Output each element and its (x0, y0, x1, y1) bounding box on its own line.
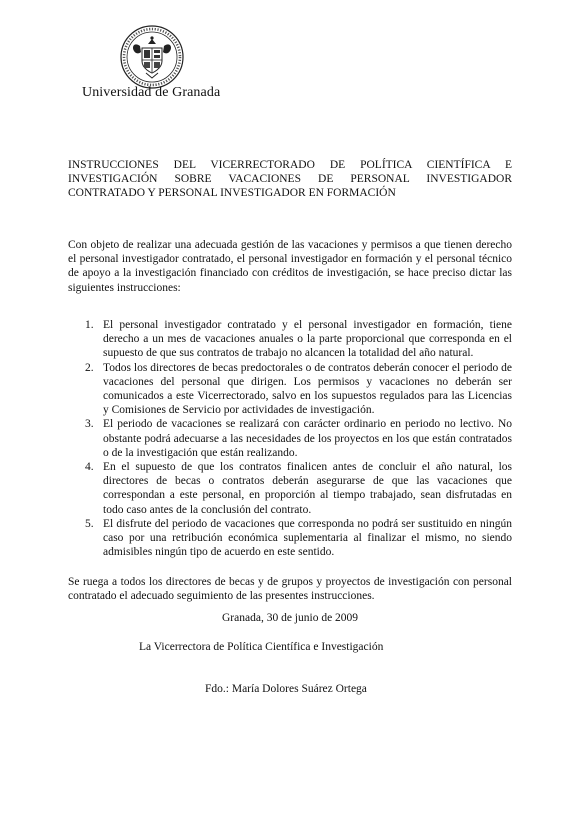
list-item (68, 460, 512, 517)
title-line: INSTRUCCIONES DEL VICERRECTORADO DE POLÍTICA CIENTÍFICA E (68, 159, 512, 171)
signature-line: Fdo.: María Dolores Suárez Ortega (205, 683, 367, 695)
list-item (68, 417, 512, 460)
list-item (68, 318, 512, 361)
university-name: Universidad de Granada (82, 85, 221, 100)
list-item (68, 361, 512, 418)
instructions-list (68, 318, 512, 559)
list-item-text: En el supuesto de que los contratos finalicen antes de concluir el año natural, los directores de becas o contratos deberán asegurarse de que las vacaciones que correspondan a este personal, en proporción al tiempo trabajado, sean disfrutadas en todo caso antes de la conclusión del contrato. (103, 461, 512, 516)
list-item-text: El periodo de vacaciones se realizará con carácter ordinario en periodo no lectivo. No obstante podrá adecuarse a las necesidades de los proyectos en los que están contratados o de la investigación que están realizando. (103, 418, 512, 459)
list-item-number: 2. (85, 361, 94, 374)
list-item-number: 4. (85, 461, 94, 474)
university-coat-of-arms-icon (119, 24, 185, 90)
title-line: CONTRATADO Y PERSONAL INVESTIGADOR EN FORMACIÓN (68, 187, 396, 199)
list-item-text: El personal investigador contratado y el personal investigador en formación, tiene derecho a un mes de vacaciones anuales o la parte proporcional que corresponda en el supuesto de que sus contratos de trabajo no alcancen la totalidad del año natural. (103, 319, 512, 360)
list-item-number: 5. (85, 517, 94, 530)
list-item-text: Todos los directores de becas predoctorales o de contratos deberán conocer el periodo de vacaciones del personal que dirigen. Los permisos y vacaciones no deberán ser comunicados a este Vicerrectorado, salvo en los supuestos regulados para las Licencias y Comisiones de Servicio por actividades de investigación. (103, 361, 512, 417)
title-line: INVESTIGACIÓN SOBRE VACACIONES DE PERSONAL INVESTIGADOR (68, 173, 512, 185)
list-item (68, 517, 512, 560)
list-item-number: 3. (85, 418, 94, 431)
document-title (68, 158, 512, 200)
list-item-text: El disfrute del periodo de vacaciones que corresponda no podrá ser sustituido en ningún caso por una retribución económica suplementaria al finalizar el mismo, no siendo admisibles ningún tipo de acuerdo en este sentido. (103, 517, 512, 559)
list-item-number: 1. (85, 319, 94, 331)
signatory-role: La Vicerrectora de Política Científica e Investigación (139, 641, 384, 653)
date-text: Granada, 30 de junio de 2009 (222, 612, 359, 624)
closing-paragraph: Se ruega a todos los directores de becas y de grupos y proyectos de investigación con personal contratado el adecuado seguimiento de las presentes instrucciones. (68, 576, 512, 603)
intro-paragraph: Con objeto de realizar una adecuada gestión de las vacaciones y permisos a que tienen derecho el personal investigador contratado, el personal investigador en formación y el personal técnico de apoyo a la investigación financiado con créditos de investigación, se hace preciso dictar las siguientes instrucciones: (68, 239, 512, 294)
